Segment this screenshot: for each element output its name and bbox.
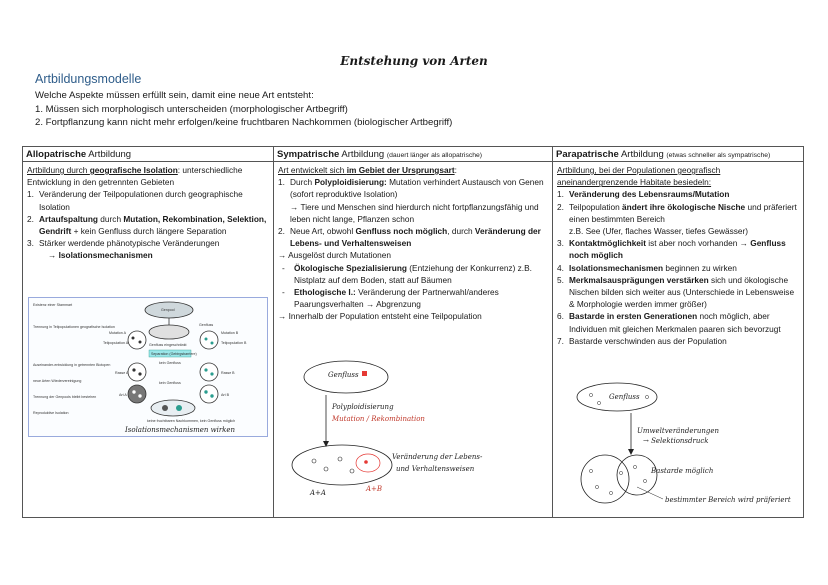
svg-text:neue Arten Wiedervereinigung: neue Arten Wiedervereinigung <box>33 379 82 383</box>
column-header: Allopatrische Artbildung <box>23 147 273 162</box>
svg-text:Umweltveränderungen: Umweltveränderungen <box>637 427 719 435</box>
column-parapatric <box>553 147 803 517</box>
column-body: Artbildung durch geografische Isolation: unterschiedliche Entwicklung in den getrennten Gebieten 1. Veränderung der Teilpopulationen durch geographische Isolation 2. Artaufspaltung durch Mutation, Rekombination, Selektion, Gendrift + kein Genfluss durch längere Separation 3. Stärker werdende phänotypische Veränderungen → Isolationsmechanismen <box>27 165 267 261</box>
svg-text:Art B: Art B <box>221 393 229 397</box>
intro-point-1: 1. Müssen sich morphologisch unterscheiden (morphologischer Artbegriff) <box>35 103 348 115</box>
svg-text:Mutation B: Mutation B <box>221 331 239 335</box>
svg-text:Genfluss: Genfluss <box>328 371 359 379</box>
svg-text:Existenz einer Stammart: Existenz einer Stammart <box>33 303 73 307</box>
svg-text:Rasse B: Rasse B <box>221 371 235 375</box>
column-header: Sympatrische Artbildung (dauert länger als allopatrische) <box>274 147 552 162</box>
svg-text:Genpool: Genpool <box>161 308 175 312</box>
column-header: Parapatrische Artbildung (etwas schneller als sympatrische) <box>553 147 803 162</box>
column-body: Artbildung, bei der Populationen geografisch aneinandergrenzende Habitate besiedeln: 1. Veränderung des Lebensraums/Mutation 2. Teilpopulation ändert ihre ökologische Nische und präferiert einen bestimmten Bereich z.B. See (Ufer, flaches Wasser, tiefes Gewässer) 3. Kontaktmöglichkeit ist aber noch vorhanden → Genfluss noch möglich 4. Isolationsmechanismen beginnen zu wirken 5. Merkmalsausprägungen verstärken sich und ökologische Nischen bilden sich weiter aus (Unterschiede in Lebensweise & Morphologie werden immer größer) 6. Bastarde in ersten Generationen noch möglich, aber Individuen mit gleichen Merkmalen paaren sich bevorzugt 7. Bastarde verschwinden aus der Population <box>557 165 797 346</box>
section-heading: Artbildungsmodelle <box>35 72 142 86</box>
svg-text:A+A: A+A <box>310 489 326 497</box>
svg-text:Teilpopulation A: Teilpopulation A <box>103 341 129 345</box>
intro-text <box>35 89 452 130</box>
svg-text:A+B: A+B <box>366 485 383 493</box>
svg-text:Isolationsmechanismen wirken: Isolationsmechanismen wirken <box>125 426 236 434</box>
column-allopatric <box>23 147 274 517</box>
intro-point-2: 2. Fortpflanzung kann nicht mehr erfolgen/keine fruchtbaren Nachkommen (biologischer Artbegriff) <box>35 117 453 128</box>
page-title: Entstehung von Arten <box>340 54 488 68</box>
svg-text:Rasse A: Rasse A <box>115 371 129 375</box>
column-sympatric <box>274 147 553 517</box>
svg-text:Bastarde möglich: Bastarde möglich <box>651 467 714 475</box>
svg-text:bestimmter Bereich wird präfer: bestimmter Bereich wird präferiert <box>665 496 791 504</box>
svg-text:Mutation / Rekombination: Mutation / Rekombination <box>332 415 425 423</box>
svg-text:Art A: Art A <box>119 393 127 397</box>
svg-text:und Verhaltensweisen: und Verhaltensweisen <box>396 465 475 473</box>
svg-text:Trennung der Genpools bleibt b: Trennung der Genpools bleibt bestehen <box>33 395 97 399</box>
svg-text:Reproduktive Isolation: Reproduktive Isolation <box>33 411 69 415</box>
sympatric-sketch <box>284 355 544 505</box>
svg-text:→ Selektionsdruck: → Selektionsdruck <box>643 437 709 445</box>
svg-text:Mutation A: Mutation A <box>109 331 126 335</box>
svg-text:Genfluss: Genfluss <box>609 393 640 401</box>
allopatric-diagram <box>28 297 268 437</box>
svg-text:Genfluss eingeschränkt: Genfluss eingeschränkt <box>149 343 187 347</box>
svg-text:Polyploidisierung: Polyploidisierung <box>332 403 394 411</box>
speciation-table <box>22 146 804 518</box>
svg-text:kein Genfluss: kein Genfluss <box>159 381 181 385</box>
svg-text:Genfluss: Genfluss <box>199 323 214 327</box>
svg-text:Teilpopulation B: Teilpopulation B <box>221 341 247 345</box>
svg-text:Trennung in Teilpopulationen g: Trennung in Teilpopulationen geografische Isolation <box>33 325 115 329</box>
parapatric-sketch <box>573 375 801 515</box>
intro-question: Welche Aspekte müssen erfüllt sein, damit eine neue Art entsteht: <box>35 90 314 101</box>
svg-text:kein Genfluss: kein Genfluss <box>159 361 181 365</box>
svg-text:Veränderung der Lebens-: Veränderung der Lebens- <box>392 453 483 461</box>
svg-text:Separation (Gebirgsbarriere): Separation (Gebirgsbarriere) <box>151 352 197 356</box>
svg-text:Auseinander-entwicklung in get: Auseinander-entwicklung in getrennten Biotopen <box>33 363 111 367</box>
svg-text:keine fruchtbaren Nachkommen,: keine fruchtbaren Nachkommen, kein Genfluss möglich <box>147 419 236 423</box>
column-body: Art entwickelt sich im Gebiet der Ursprungsart: 1. Durch Polyploidisierung: Mutation verhindert Austausch von Genen (sofort reproduktive Isolation) → Tiere und Menschen sind hierdurch nicht fortpflanzungsfähig und leben nicht lange, Pflanzen schon 2. Neue Art, obwohl Genfluss noch möglich, durch Veränderung der Lebens- und Verhaltensweisen → Ausgelöst durch Mutationen - Ökologische Spezialisierung (Entziehung der Konkurrenz) z.B. Nistplatz auf dem Boden, statt auf Bäumen - Ethologische I.: Veränderung der Partnerwahl/anderes Paarungsverhalten → Abgrenzung → Innerhalb der Population entsteht eine Teilpopulation <box>278 165 544 322</box>
